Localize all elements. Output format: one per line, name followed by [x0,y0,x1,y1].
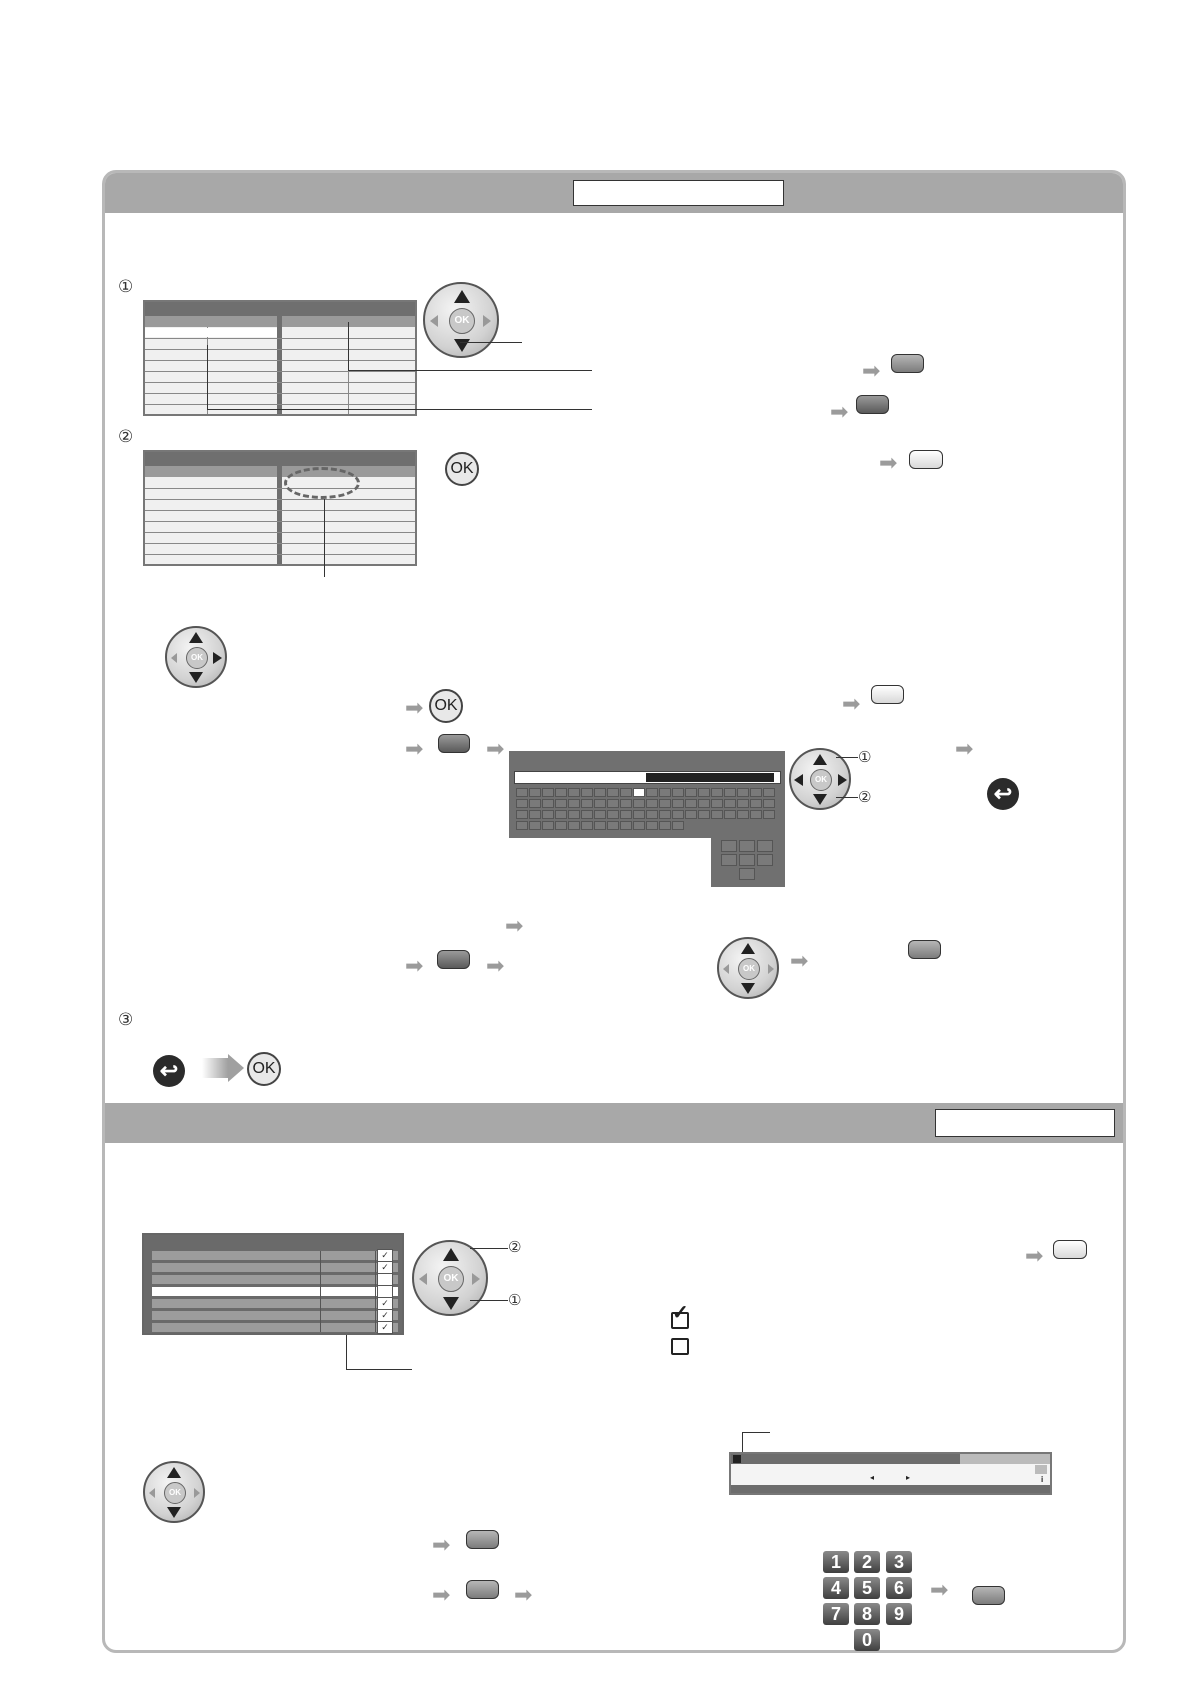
dark-button[interactable] [438,734,470,753]
light-button[interactable] [1053,1240,1087,1259]
arrow-icon: ➡ [930,1577,949,1602]
callout-line [207,409,592,410]
callout-line [836,797,858,798]
left-arrow-icon [171,653,177,663]
callout-line [324,499,325,577]
character-grid[interactable] [516,788,778,836]
up-arrow-icon [813,754,827,765]
callout-number-1: ① [858,748,872,766]
section-header-label-1 [573,180,784,206]
left-arrow-icon [430,315,438,327]
ok-button[interactable]: OK [438,1266,464,1292]
section-header-label-2 [935,1109,1115,1137]
callout-line [836,757,858,758]
channel-select-screen [142,1233,404,1335]
light-button[interactable] [871,685,904,704]
number-key-8[interactable]: 8 [854,1603,880,1625]
empty-box-icon [671,1338,689,1355]
cursor-pad[interactable] [423,282,499,358]
callout-line [470,1300,508,1301]
channel-list-screen [143,300,417,416]
right-arrow-icon [768,964,774,974]
callout-line [346,1369,412,1370]
checkbox-checked-icon: ✓ [377,1249,393,1262]
gradient-arrow-icon [202,1058,228,1078]
number-key-5[interactable]: 5 [854,1577,880,1599]
number-key-7[interactable]: 7 [823,1603,849,1625]
left-nav-icon: ◂ [870,1473,875,1482]
callout-line [207,345,208,409]
callout-line [470,1248,508,1249]
light-button[interactable] [909,450,943,469]
number-key-3[interactable]: 3 [886,1551,912,1573]
callout-line [742,1432,743,1454]
checkbox-checked-icon: ✓ [377,1297,393,1310]
callout-number-2: ② [858,788,872,806]
checkbox-checked-icon: ✓ [377,1321,393,1334]
ok-button[interactable]: OK [247,1052,281,1086]
step-marker-2: ② [118,427,134,447]
info-icon: i [1041,1475,1044,1484]
up-arrow-icon [189,632,203,643]
down-arrow-icon [813,794,827,805]
gradient-arrow-head [228,1054,244,1082]
callout-line [348,370,592,371]
callout-line [742,1432,770,1433]
return-icon[interactable]: ↩ [153,1055,185,1087]
number-key-2[interactable]: 2 [854,1551,880,1573]
grey-button[interactable] [972,1586,1005,1605]
right-nav-icon: ▸ [906,1473,911,1482]
number-key-6[interactable]: 6 [886,1577,912,1599]
arrow-icon: ➡ [405,695,424,720]
left-arrow-icon [419,1273,427,1285]
arrow-icon: ➡ [955,736,974,761]
grey-button[interactable] [466,1580,499,1599]
arrow-icon: ➡ [505,913,524,938]
callout-number-2: ② [508,1238,522,1256]
arrow-icon: ➡ [790,948,809,973]
number-key-9[interactable]: 9 [886,1603,912,1625]
numeric-keypad-panel [711,834,785,887]
arrow-icon: ➡ [432,1532,451,1557]
checkbox-checked-icon: ✓ [377,1261,393,1274]
grey-button[interactable] [908,940,941,959]
arrow-icon: ➡ [405,736,424,761]
ok-button[interactable]: OK [449,308,475,334]
callout-number-1: ① [508,1291,522,1309]
ok-button[interactable]: OK [445,452,479,486]
arrow-icon: ➡ [830,399,849,424]
number-key-0[interactable]: 0 [854,1629,880,1651]
channel-list-screen-2 [143,450,417,566]
up-arrow-icon [443,1248,459,1261]
number-key-1[interactable]: 1 [823,1551,849,1573]
left-arrow-icon [794,774,803,786]
grey-button[interactable] [891,354,924,373]
ok-button[interactable]: OK [186,647,208,669]
cursor-pad[interactable] [412,1240,488,1316]
down-arrow-icon [443,1297,459,1310]
right-arrow-icon [483,315,491,327]
ok-button[interactable]: OK [164,1482,186,1504]
cursor-pad[interactable] [143,1461,205,1523]
arrow-icon: ➡ [486,953,505,978]
step-marker-3: ③ [118,1010,134,1030]
cursor-pad[interactable] [717,937,779,999]
dark-button[interactable] [856,395,889,414]
ok-button[interactable]: OK [429,689,463,723]
callout-line [348,322,349,370]
step-marker-1: ① [118,277,134,297]
arrow-icon: ➡ [842,691,861,716]
arrow-icon: ➡ [514,1582,533,1607]
ok-button[interactable]: OK [738,958,760,980]
down-arrow-icon [167,1507,181,1518]
left-arrow-icon [149,1488,155,1498]
channel-info-banner [729,1452,1052,1495]
dark-button[interactable] [437,950,470,969]
right-arrow-icon [472,1273,480,1285]
arrow-icon: ➡ [879,450,898,475]
up-arrow-icon [167,1467,181,1478]
down-arrow-icon [454,339,470,352]
up-arrow-icon [454,290,470,303]
down-arrow-icon [189,672,203,683]
highlight-ellipse [284,467,360,499]
name-input-value [646,773,774,782]
callout-line [460,342,522,343]
right-arrow-icon [194,1488,200,1498]
left-arrow-icon [723,964,729,974]
ok-button[interactable]: OK [810,769,832,791]
cursor-pad[interactable] [165,626,227,688]
arrow-icon: ➡ [1025,1243,1044,1268]
arrow-icon: ➡ [432,1582,451,1607]
arrow-icon: ➡ [862,358,881,383]
arrow-icon: ➡ [486,736,505,761]
callout-line [346,1335,347,1369]
number-key-4[interactable]: 4 [823,1577,849,1599]
right-arrow-icon [838,774,847,786]
right-arrow-icon [213,652,222,664]
checkmark-glyph: ✓ [672,1302,689,1324]
up-arrow-icon [741,943,755,954]
down-arrow-icon [741,983,755,994]
arrow-icon: ➡ [405,953,424,978]
checkbox-checked-icon: ✓ [377,1309,393,1322]
return-icon[interactable]: ↩ [987,778,1019,810]
grey-button[interactable] [466,1530,499,1549]
